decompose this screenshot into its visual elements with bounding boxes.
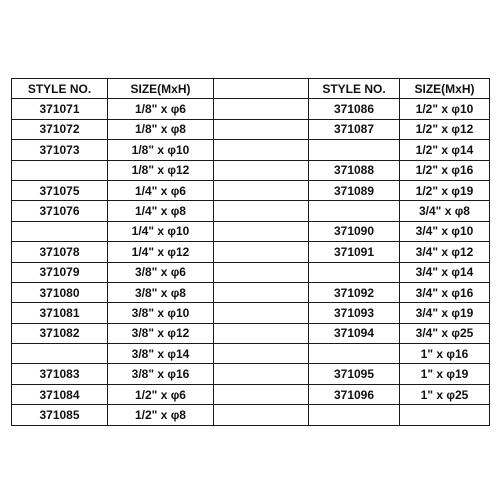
table-row xyxy=(12,119,490,139)
table-row xyxy=(12,405,490,425)
header-size-right: SIZE(MxH) xyxy=(400,79,490,99)
cell-style-no-right xyxy=(309,344,400,364)
header-style-no-left: STYLE NO. xyxy=(12,79,108,99)
cell-style-no-right: 371093 xyxy=(309,303,400,323)
cell-size-right: 1/2" x φ10 xyxy=(400,99,490,119)
cell-style-no-left: 371075 xyxy=(12,180,108,200)
cell-size-left: 1/4" x φ6 xyxy=(108,180,214,200)
cell-size-left: 3/8" x φ14 xyxy=(108,344,214,364)
cell-size-right: 3/4" x φ10 xyxy=(400,221,490,241)
cell-spacer xyxy=(214,323,309,343)
table-body xyxy=(12,99,490,425)
cell-style-no-right: 371089 xyxy=(309,180,400,200)
cell-size-right: 3/4" x φ16 xyxy=(400,282,490,302)
cell-size-left: 1/4" x φ10 xyxy=(108,221,214,241)
cell-size-right xyxy=(400,405,490,425)
cell-spacer xyxy=(214,99,309,119)
cell-style-no-right xyxy=(309,140,400,160)
cell-style-no-right: 371094 xyxy=(309,323,400,343)
cell-style-no-right: 371091 xyxy=(309,242,400,262)
header-size-left: SIZE(MxH) xyxy=(108,79,214,99)
cell-size-right: 3/4" x φ12 xyxy=(400,242,490,262)
cell-size-right: 1/2" x φ14 xyxy=(400,140,490,160)
header-row xyxy=(12,79,490,99)
cell-style-no-right: 371086 xyxy=(309,99,400,119)
table-row xyxy=(12,384,490,404)
cell-style-no-right xyxy=(309,201,400,221)
cell-size-right: 1" x φ19 xyxy=(400,364,490,384)
cell-size-left: 1/4" x φ12 xyxy=(108,242,214,262)
cell-spacer xyxy=(214,119,309,139)
spec-table xyxy=(11,78,490,426)
cell-size-right: 3/4" x φ19 xyxy=(400,303,490,323)
table-row xyxy=(12,180,490,200)
cell-style-no-left xyxy=(12,221,108,241)
cell-style-no-right: 371087 xyxy=(309,119,400,139)
cell-style-no-left xyxy=(12,344,108,364)
cell-size-right: 3/4" x φ25 xyxy=(400,323,490,343)
cell-spacer xyxy=(214,405,309,425)
cell-spacer xyxy=(214,180,309,200)
cell-style-no-right xyxy=(309,262,400,282)
cell-spacer xyxy=(214,262,309,282)
cell-size-right: 3/4" x φ14 xyxy=(400,262,490,282)
table-row xyxy=(12,364,490,384)
header-spacer xyxy=(214,79,309,99)
cell-spacer xyxy=(214,344,309,364)
cell-spacer xyxy=(214,242,309,262)
table-row xyxy=(12,160,490,180)
cell-style-no-left: 371085 xyxy=(12,405,108,425)
cell-style-no-left: 371076 xyxy=(12,201,108,221)
table-row xyxy=(12,344,490,364)
cell-style-no-left: 371084 xyxy=(12,384,108,404)
table-row xyxy=(12,262,490,282)
header-style-no-right: STYLE NO. xyxy=(309,79,400,99)
cell-size-left: 1/2" x φ8 xyxy=(108,405,214,425)
table-row xyxy=(12,323,490,343)
cell-spacer xyxy=(214,201,309,221)
table-row xyxy=(12,221,490,241)
cell-spacer xyxy=(214,221,309,241)
cell-size-right: 3/4" x φ8 xyxy=(400,201,490,221)
cell-style-no-left: 371073 xyxy=(12,140,108,160)
table-row xyxy=(12,282,490,302)
cell-style-no-right: 371088 xyxy=(309,160,400,180)
table-row xyxy=(12,242,490,262)
cell-spacer xyxy=(214,140,309,160)
table-row xyxy=(12,303,490,323)
cell-size-right: 1/2" x φ19 xyxy=(400,180,490,200)
cell-size-left: 1/8" x φ12 xyxy=(108,160,214,180)
cell-style-no-left: 371081 xyxy=(12,303,108,323)
table-row xyxy=(12,99,490,119)
cell-style-no-right: 371096 xyxy=(309,384,400,404)
cell-style-no-left xyxy=(12,160,108,180)
cell-style-no-left: 371079 xyxy=(12,262,108,282)
cell-style-no-left: 371080 xyxy=(12,282,108,302)
cell-style-no-right: 371095 xyxy=(309,364,400,384)
cell-size-left: 1/8" x φ10 xyxy=(108,140,214,160)
cell-spacer xyxy=(214,160,309,180)
cell-size-left: 1/4" x φ8 xyxy=(108,201,214,221)
table-row xyxy=(12,201,490,221)
cell-size-left: 3/8" x φ16 xyxy=(108,364,214,384)
cell-size-left: 3/8" x φ10 xyxy=(108,303,214,323)
cell-spacer xyxy=(214,384,309,404)
cell-style-no-left: 371071 xyxy=(12,99,108,119)
cell-spacer xyxy=(214,364,309,384)
cell-style-no-left: 371082 xyxy=(12,323,108,343)
cell-size-right: 1" x φ25 xyxy=(400,384,490,404)
cell-size-right: 1" x φ16 xyxy=(400,344,490,364)
cell-style-no-right: 371092 xyxy=(309,282,400,302)
cell-style-no-left: 371078 xyxy=(12,242,108,262)
table-row xyxy=(12,140,490,160)
cell-size-left: 3/8" x φ6 xyxy=(108,262,214,282)
cell-style-no-left: 371072 xyxy=(12,119,108,139)
cell-size-left: 1/8" x φ8 xyxy=(108,119,214,139)
cell-style-no-right: 371090 xyxy=(309,221,400,241)
cell-size-right: 1/2" x φ12 xyxy=(400,119,490,139)
cell-spacer xyxy=(214,282,309,302)
cell-size-left: 3/8" x φ12 xyxy=(108,323,214,343)
cell-spacer xyxy=(214,303,309,323)
cell-size-left: 3/8" x φ8 xyxy=(108,282,214,302)
cell-size-right: 1/2" x φ16 xyxy=(400,160,490,180)
cell-style-no-right xyxy=(309,405,400,425)
cell-style-no-left: 371083 xyxy=(12,364,108,384)
cell-size-left: 1/2" x φ6 xyxy=(108,384,214,404)
cell-size-left: 1/8" x φ6 xyxy=(108,99,214,119)
